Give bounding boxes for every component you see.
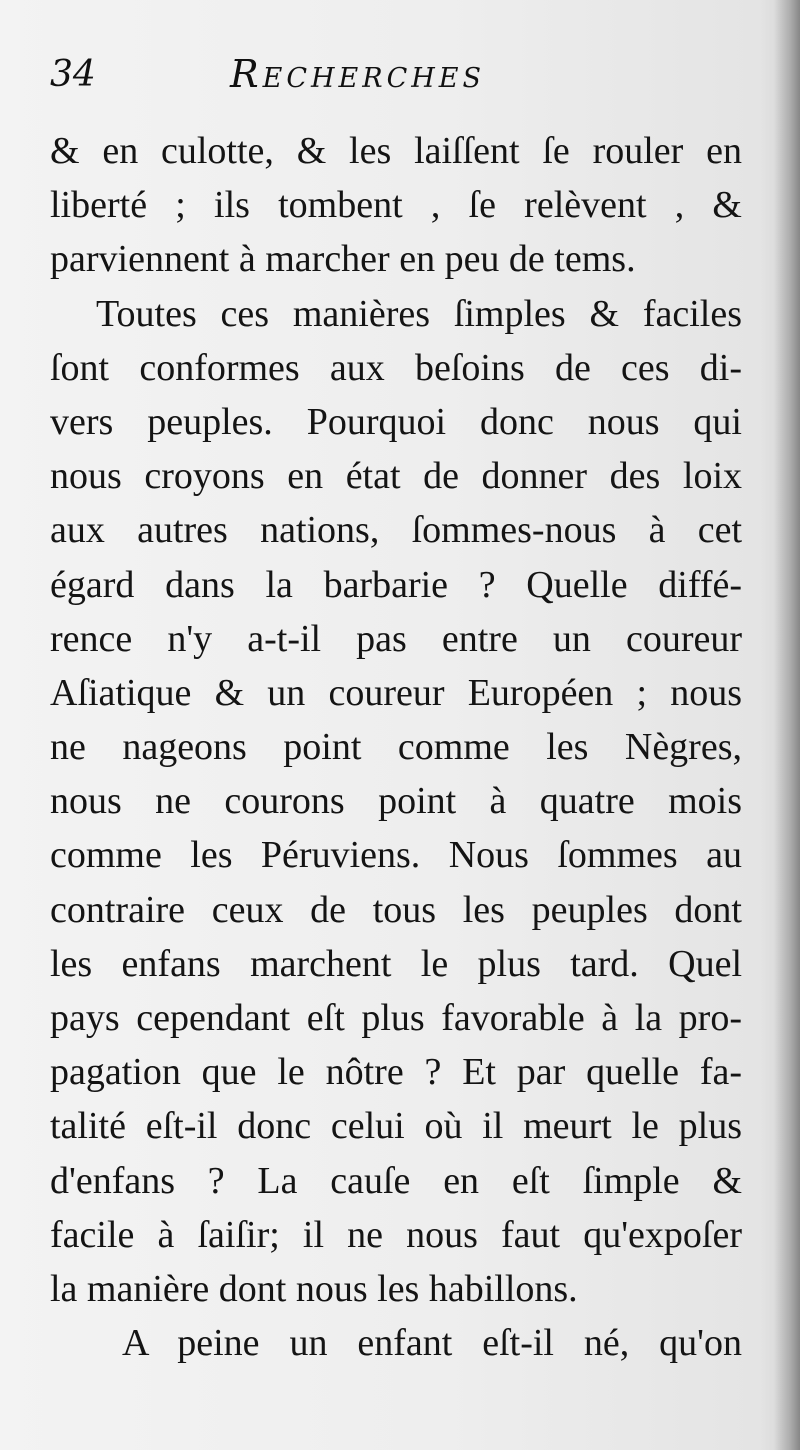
text-line: les enfans marchent le plus tard. Quel (50, 942, 742, 985)
text-line: la manière dont nous les habillons. (50, 1267, 578, 1310)
text-line: & en culotte, & les laiſſent ſe rouler en (50, 130, 742, 172)
text-line: aux autres nations, ſommes-nous à cet (50, 509, 742, 552)
text-line: égard dans la barbarie ? Quelle diffé- (50, 563, 742, 606)
page-edge-shadow (774, 0, 800, 1450)
text-line: contraire ceux de tous les peuples dont (50, 888, 742, 931)
text-line: d'enfans ? La cauſe en eſt ſimple & (50, 1159, 742, 1202)
paragraph-first-line: Toutes ces manières ſimples & faciles (96, 292, 742, 335)
paragraph-first-line: A peine un enfant eſt-il né, qu'on (122, 1322, 742, 1365)
text-line: comme les Péruviens. Nous ſommes au (50, 834, 742, 877)
text-line: Aſiatique & un coureur Européen ; nous (50, 671, 742, 714)
text-line: ne nageons point comme les Nègres, (50, 726, 742, 769)
body-text (50, 124, 742, 1370)
text-line: liberté ; ils tombent , ſe relèvent , & (50, 184, 742, 227)
text-line: vers peuples. Pourquoi donc nous qui (50, 400, 742, 443)
text-line: ſont conformes aux beſoins de ces di- (50, 346, 742, 389)
text-line: talité eſt-il donc celui où il meurt le plus (50, 1105, 742, 1148)
text-line: nous ne courons point à quatre mois (50, 780, 742, 823)
page-number: 34 (50, 54, 96, 95)
text-line: parviennent à marcher en peu de tems. (50, 238, 636, 281)
text-line: facile à ſaiſir; il ne nous faut qu'expoſer (50, 1213, 742, 1256)
text-line: pagation que le nôtre ? Et par quelle fa- (50, 1051, 742, 1094)
text-line: rence n'y a-t-il pas entre un coureur (50, 617, 742, 660)
page-header (50, 48, 750, 108)
text-line: pays cependant eſt plus favorable à la pro- (50, 997, 742, 1039)
running-title: Recherches (230, 52, 485, 96)
text-line: nous croyons en état de donner des loix (50, 455, 742, 498)
